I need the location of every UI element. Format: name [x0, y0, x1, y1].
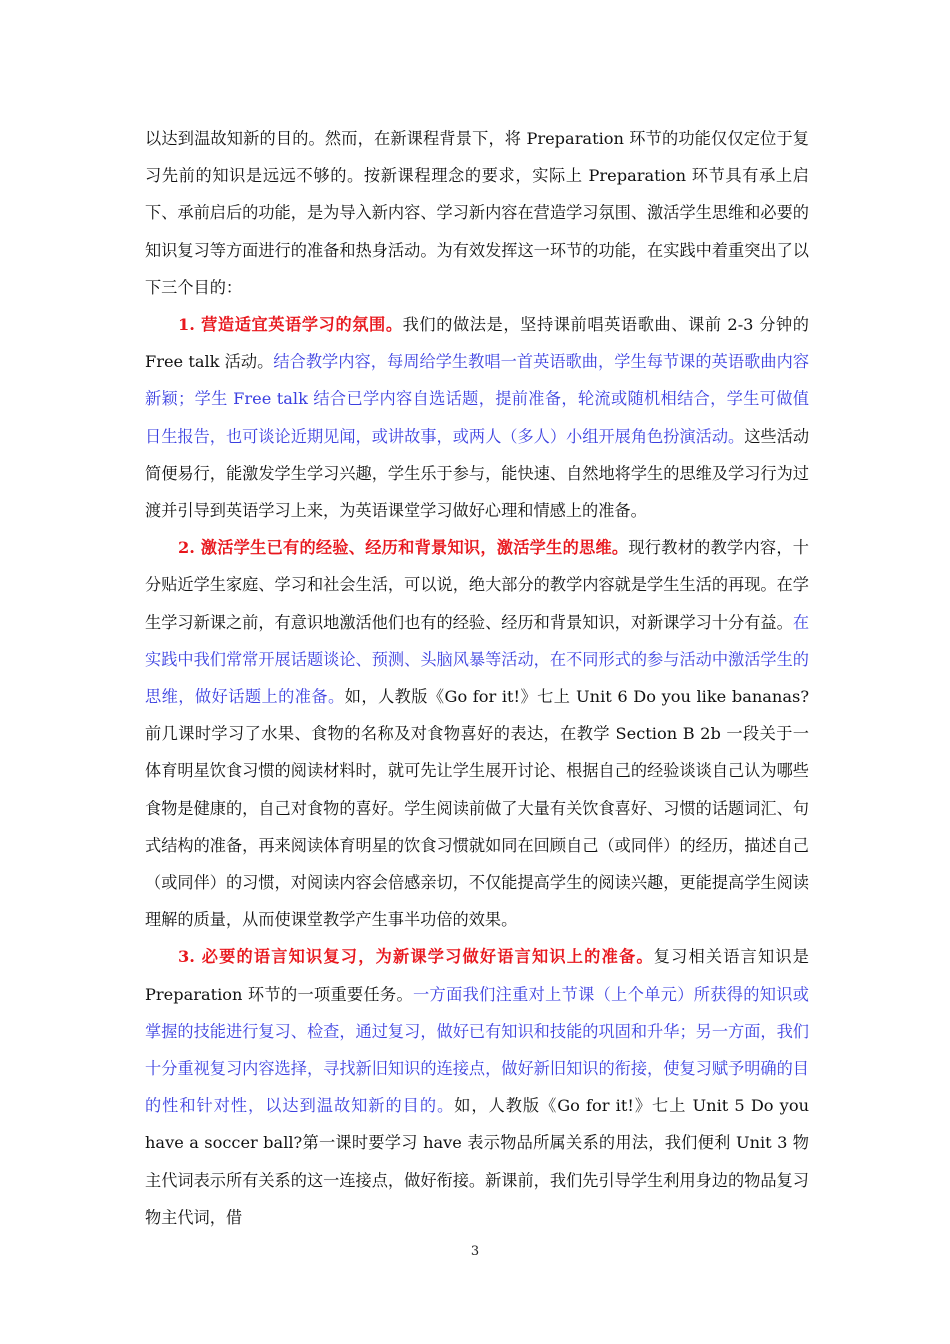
paragraph-point-2: [145, 529, 809, 938]
body-text: 以达到温故知新的目的。然而，在新课程背景下，将 Preparation 环节的功能仅仅定位于复习先前的知识是远远不够的。按新课程理念的要求，实际上 Preparation 环节具有承上启下、承前启后的功能，是为导入新内容、学习新内容在营造学习氛围、激活学生思维和必要的知识复习等方面进行的准备和热身活动。为有效发挥这一环节的功能，在实践中着重突出了以下三个目的：: [145, 129, 809, 297]
section-heading: 3. 必要的语言知识复习，为新课学习做好语言知识上的准备。: [178, 947, 654, 967]
paragraph-intro: [145, 120, 809, 306]
section-heading: 2. 激活学生已有的经验、经历和背景知识，激活学生的思维。: [178, 538, 629, 558]
paragraph-point-3: [145, 938, 809, 1236]
highlighted-text: 一方面我们注重对上节课（上个单元）所获得的知识或掌握的技能进行复习、检查，通过复习，做好已有知识和技能的巩固和升华；另一方面，我们十分重视复习内容选择，寻找新旧知识的连接点，做好新旧知识的衔接，使复习赋予明确的目的性和针对性，以达到温故知新的目的。: [145, 984, 809, 1116]
body-text: 我们的做法是，坚持课前唱英语歌曲、课前 2-3 分钟的 Free talk 活动。: [145, 315, 809, 372]
page-number: 3: [470, 1244, 480, 1259]
body-text: 这些活动简便易行，能激发学生学习兴趣，学生乐于参与，能快速、自然地将学生的思维及学习行为过渡并引导到英语学习上来，为英语课堂学习做好心理和情感上的准备。: [145, 426, 810, 521]
document-body: [145, 120, 809, 1236]
body-text: 如，人教版《Go for it!》七上 Unit 5 Do you have a soccer ball?第一课时要学习 have 表示物品所属关系的用法，我们便利 Unit 3 物主代词表示所有关系的这一连接点，做好衔接。新课前，我们先引导学生利用身边的物品复习物主代词，借: [145, 1096, 809, 1227]
section-heading: 1. 营造适宜英语学习的氛围。: [178, 315, 403, 335]
body-text: 复习相关语言知识是 Preparation 环节的一项重要任务。: [145, 947, 809, 1004]
body-text: 如，人教版《Go for it!》七上 Unit 6 Do you like bananas? 前几课时学习了水果、食物的名称及对食物喜好的表达，在教学 Section B 2b 一段关于一体育明星饮食习惯的阅读材料时，就可先让学生展开讨论、根据自己的经验谈谈自己认为哪些食物是健康的，自己对食物的喜好。学生阅读前做了大量有关饮食喜好、习惯的话题词汇、句式结构的准备，再来阅读体育明星的饮食习惯就如同在回顾自己（或同伴）的经历，描述自己（或同伴）的习惯，对阅读内容会倍感亲切，不仅能提高学生的阅读兴趣，更能提高学生阅读理解的质量，从而使课堂教学产生事半功倍的效果。: [145, 687, 809, 930]
highlighted-text: 在实践中我们常常开展话题谈论、预测、头脑风暴等活动，在不同形式的参与活动中激活学生的思维，做好话题上的准备。: [145, 612, 809, 707]
highlighted-text: 结合教学内容，每周给学生教唱一首英语歌曲，学生每节课的英语歌曲内容新颖；学生 Free talk 结合已学内容自选话题，提前准备，轮流或随机相结合，学生可做值日生报告，也可谈论近期见闻，或讲故事，或两人（多人）小组开展角色扮演活动。: [145, 352, 810, 446]
paragraph-point-1: [145, 306, 809, 529]
body-text: 现行教材的教学内容，十分贴近学生家庭、学习和社会生活，可以说，绝大部分的教学内容就是学生生活的再现。在学生学习新课之前，有意识地激活他们也有的经验、经历和背景知识，对新课学习十分有益。: [145, 538, 809, 632]
